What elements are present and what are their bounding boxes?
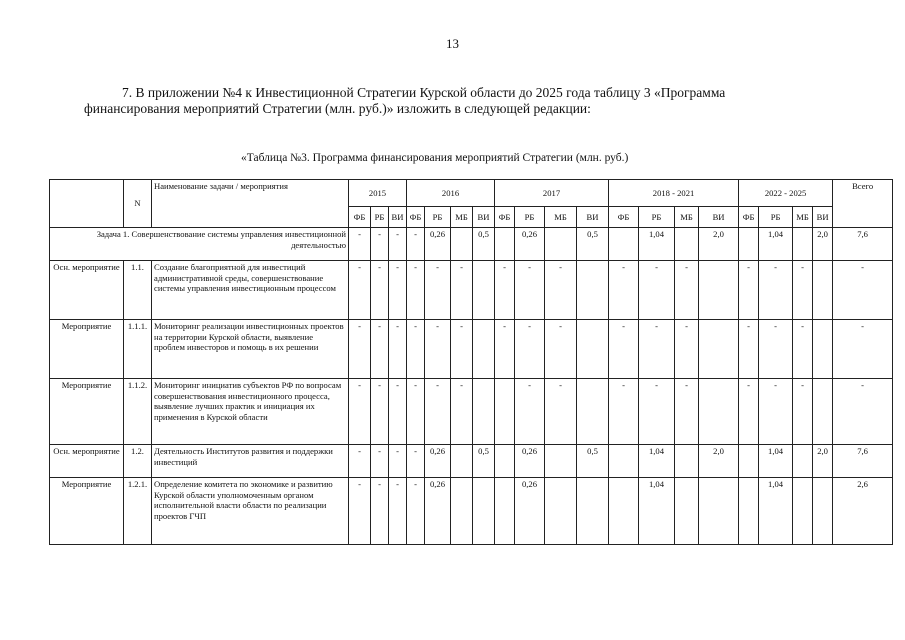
subheader-cell: ВИ: [699, 207, 739, 228]
row-number: 1.1.: [124, 261, 152, 320]
value-cell: -: [609, 379, 639, 445]
value-cell: -: [639, 379, 675, 445]
subheader-cell: РБ: [639, 207, 675, 228]
value-cell: [545, 445, 577, 478]
value-cell: -: [425, 261, 451, 320]
value-cell: 1,04: [639, 478, 675, 545]
value-cell: -: [389, 320, 407, 379]
value-cell: [793, 478, 813, 545]
table-row: [50, 445, 893, 478]
value-cell: [699, 320, 739, 379]
value-cell: -: [407, 379, 425, 445]
value-cell: -: [793, 261, 813, 320]
value-cell: -: [759, 379, 793, 445]
value-cell: -: [451, 320, 473, 379]
instruction-line-1: 7. В приложении №4 к Инвестиционной Стратегии Курской области до 2025 года таблицу 3 «Программа: [122, 85, 726, 100]
subheader-cell: ФБ: [349, 207, 371, 228]
value-cell: [577, 379, 609, 445]
value-cell: -: [425, 379, 451, 445]
value-cell: -: [371, 320, 389, 379]
value-cell: -: [739, 379, 759, 445]
value-cell: 0,5: [577, 228, 609, 261]
value-cell: [675, 445, 699, 478]
instruction-paragraph: [84, 85, 824, 117]
subheader-cell: РБ: [371, 207, 389, 228]
value-cell: 1,04: [759, 478, 793, 545]
value-cell: -: [371, 379, 389, 445]
value-cell: [793, 445, 813, 478]
value-cell: [675, 228, 699, 261]
total-cell: -: [833, 320, 893, 379]
value-cell: [813, 320, 833, 379]
value-cell: 1,04: [759, 228, 793, 261]
value-cell: [473, 478, 495, 545]
subheader-cell: ФБ: [609, 207, 639, 228]
row-type: Осн. мероприятие: [50, 445, 124, 478]
value-cell: -: [609, 261, 639, 320]
value-cell: [675, 478, 699, 545]
value-cell: 0,5: [473, 228, 495, 261]
subheader-cell: РБ: [425, 207, 451, 228]
header-type-cell: [50, 180, 124, 228]
value-cell: [495, 379, 515, 445]
value-cell: -: [515, 261, 545, 320]
value-cell: [577, 320, 609, 379]
value-cell: [495, 478, 515, 545]
total-cell: 2,6: [833, 478, 893, 545]
value-cell: -: [425, 320, 451, 379]
value-cell: [545, 228, 577, 261]
value-cell: -: [639, 320, 675, 379]
row-type: Мероприятие: [50, 379, 124, 445]
value-cell: [609, 478, 639, 545]
value-cell: -: [389, 478, 407, 545]
value-cell: [739, 445, 759, 478]
subheader-cell: РБ: [759, 207, 793, 228]
value-cell: [793, 228, 813, 261]
value-cell: -: [349, 261, 371, 320]
value-cell: -: [495, 320, 515, 379]
value-cell: [699, 478, 739, 545]
value-cell: -: [739, 261, 759, 320]
value-cell: -: [349, 379, 371, 445]
value-cell: -: [389, 228, 407, 261]
row-type: Мероприятие: [50, 320, 124, 379]
value-cell: -: [371, 261, 389, 320]
value-cell: -: [407, 478, 425, 545]
row-number: 1.2.: [124, 445, 152, 478]
task-row: [50, 228, 893, 261]
value-cell: -: [407, 445, 425, 478]
value-cell: 0,26: [515, 445, 545, 478]
value-cell: [451, 445, 473, 478]
total-cell: -: [833, 379, 893, 445]
header-name: Наименование задачи / мероприятия: [152, 180, 349, 228]
subheader-cell: ВИ: [473, 207, 495, 228]
header-year-2016: 2016: [407, 180, 495, 207]
header-year-2017: 2017: [495, 180, 609, 207]
value-cell: -: [349, 228, 371, 261]
page-number: 13: [446, 36, 459, 51]
value-cell: -: [515, 320, 545, 379]
value-cell: 0,26: [425, 445, 451, 478]
value-cell: -: [451, 379, 473, 445]
task-label: Задача 1. Совершенствование системы управления инвестиционной деятельностью: [50, 228, 349, 261]
value-cell: 0,26: [425, 478, 451, 545]
value-cell: -: [639, 261, 675, 320]
value-cell: 2,0: [813, 445, 833, 478]
total-cell: -: [833, 261, 893, 320]
subheader-cell: РБ: [515, 207, 545, 228]
value-cell: -: [349, 478, 371, 545]
subheader-cell: МБ: [451, 207, 473, 228]
value-cell: -: [371, 228, 389, 261]
value-cell: 1,04: [639, 445, 675, 478]
total-cell: 7,6: [833, 445, 893, 478]
value-cell: [699, 379, 739, 445]
value-cell: -: [495, 261, 515, 320]
value-cell: 2,0: [699, 228, 739, 261]
table-row: [50, 320, 893, 379]
value-cell: -: [793, 320, 813, 379]
value-cell: -: [407, 320, 425, 379]
value-cell: [451, 478, 473, 545]
value-cell: -: [675, 261, 699, 320]
value-cell: 0,26: [515, 478, 545, 545]
header-year-2022-2025: 2022 - 2025: [739, 180, 833, 207]
subheader-cell: ФБ: [495, 207, 515, 228]
subheader-cell: ВИ: [813, 207, 833, 228]
row-name: Определение комитета по экономике и развитию Курской области уполномоченным органом исполнительной власти области по реализации проектов ГЧП: [152, 478, 349, 545]
total-cell: 7,6: [833, 228, 893, 261]
value-cell: 1,04: [639, 228, 675, 261]
value-cell: -: [793, 379, 813, 445]
table-row: [50, 478, 893, 545]
subheader-cell: ФБ: [739, 207, 759, 228]
value-cell: [609, 228, 639, 261]
table-caption: «Таблица №3. Программа финансирования мероприятий Стратегии (млн. руб.): [241, 152, 629, 164]
value-cell: -: [675, 379, 699, 445]
row-type: Мероприятие: [50, 478, 124, 545]
value-cell: [609, 445, 639, 478]
value-cell: [813, 379, 833, 445]
value-cell: 0,26: [425, 228, 451, 261]
subheader-cell: МБ: [675, 207, 699, 228]
value-cell: [473, 261, 495, 320]
value-cell: [451, 228, 473, 261]
value-cell: -: [389, 261, 407, 320]
row-name: Создание благоприятной для инвестиций административной среды, совершенствование системы управления инвестиционным процессом: [152, 261, 349, 320]
subheader-cell: ВИ: [389, 207, 407, 228]
value-cell: -: [407, 228, 425, 261]
value-cell: [495, 228, 515, 261]
value-cell: -: [515, 379, 545, 445]
value-cell: [545, 478, 577, 545]
row-name: Деятельность Институтов развития и поддержки инвестиций: [152, 445, 349, 478]
value-cell: -: [739, 320, 759, 379]
value-cell: -: [389, 379, 407, 445]
value-cell: [813, 261, 833, 320]
value-cell: -: [407, 261, 425, 320]
value-cell: 0,5: [577, 445, 609, 478]
value-cell: -: [545, 379, 577, 445]
value-cell: [739, 478, 759, 545]
value-cell: -: [759, 320, 793, 379]
row-number: 1.1.1.: [124, 320, 152, 379]
value-cell: [473, 379, 495, 445]
header-year-2018-2021: 2018 - 2021: [609, 180, 739, 207]
instruction-line-2: финансирования мероприятий Стратегии (млн. руб.)» изложить в следующей редакции:: [84, 101, 591, 116]
value-cell: [495, 445, 515, 478]
value-cell: 1,04: [759, 445, 793, 478]
value-cell: -: [349, 445, 371, 478]
value-cell: -: [545, 261, 577, 320]
value-cell: -: [675, 320, 699, 379]
value-cell: [577, 478, 609, 545]
value-cell: -: [451, 261, 473, 320]
header-number: N: [124, 180, 152, 228]
row-number: 1.2.1.: [124, 478, 152, 545]
value-cell: 2,0: [699, 445, 739, 478]
subheader-cell: МБ: [793, 207, 813, 228]
value-cell: 2,0: [813, 228, 833, 261]
value-cell: [813, 478, 833, 545]
value-cell: -: [759, 261, 793, 320]
value-cell: [739, 228, 759, 261]
row-name: Мониторинг реализации инвестиционных проектов на территории Курской области, выявление проблем инвесторов и помощь в их решении: [152, 320, 349, 379]
header-total: Всего: [833, 180, 893, 228]
value-cell: -: [609, 320, 639, 379]
financing-table: [49, 179, 893, 545]
value-cell: [577, 261, 609, 320]
header-year-2015: 2015: [349, 180, 407, 207]
value-cell: 0,26: [515, 228, 545, 261]
value-cell: -: [389, 445, 407, 478]
value-cell: -: [349, 320, 371, 379]
row-type: Осн. мероприятие: [50, 261, 124, 320]
value-cell: [473, 320, 495, 379]
value-cell: [699, 261, 739, 320]
value-cell: -: [371, 445, 389, 478]
table-row: [50, 379, 893, 445]
value-cell: -: [371, 478, 389, 545]
value-cell: 0,5: [473, 445, 495, 478]
row-number: 1.1.2.: [124, 379, 152, 445]
table-row: [50, 261, 893, 320]
subheader-cell: МБ: [545, 207, 577, 228]
subheader-cell: ВИ: [577, 207, 609, 228]
value-cell: -: [545, 320, 577, 379]
subheader-cell: ФБ: [407, 207, 425, 228]
row-name: Мониторинг инициатив субъектов РФ по вопросам совершенствования инвестиционного процесса, выявление лучших практик и инициация их применения в Курской области: [152, 379, 349, 445]
